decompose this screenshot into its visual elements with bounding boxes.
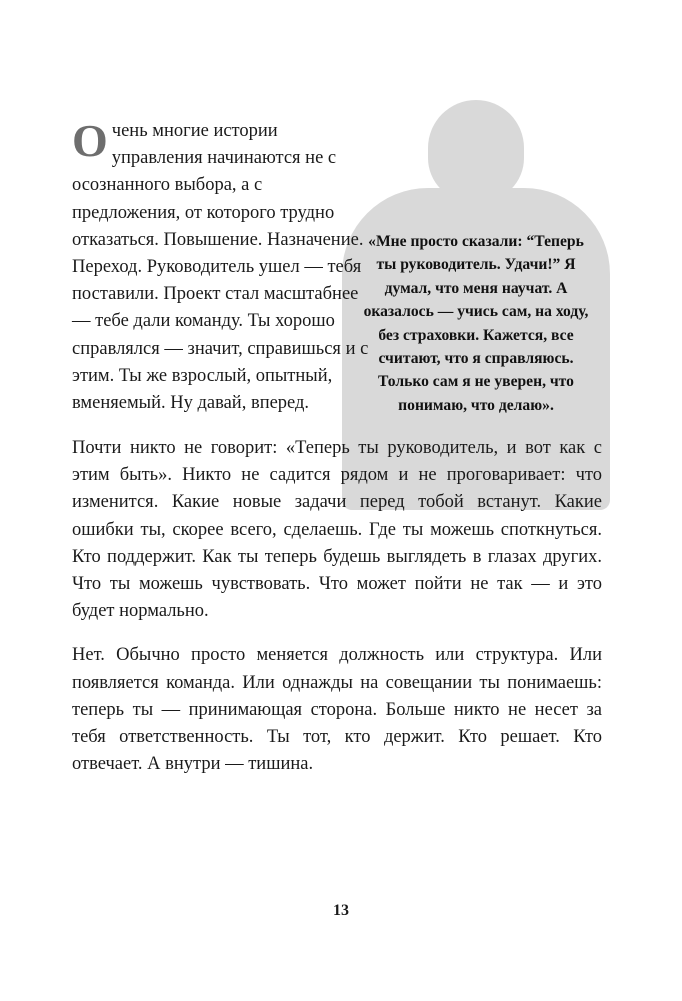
body-paragraph-1: Почти никто не говорит: «Теперь ты руководитель, и вот как с этим быть». Никто не садится рядом и не проговаривает: что изменится. Какие новые задачи перед тобой встанут. Какие ошибки ты, скорее всего, сделаешь. Где ты можешь споткнуться. Кто поддержит. Как ты теперь будешь выглядеть в глазах других. Что ты можешь чувствовать. Что может пойти не так — и это будет нормально. — [72, 438, 602, 622]
intro-paragraph — [72, 115, 372, 417]
page-number: 13 — [333, 902, 349, 919]
page-content — [72, 115, 602, 778]
pullquote-text: «Мне просто сказали: “Теперь ты руководитель. Удачи!” Я думал, что меня научат. А оказалось — учись сам, на ходу, без страховки. Кажется, все считают, что я справляюсь. Только сам я не уверен, что понимаю, что делаю». — [363, 233, 589, 414]
intro-text: чень многие истории управления начинаются не с осознанного выбора, а с предложения, от которого трудно отказаться. Повышение. Назначение. Переход. Руководитель ушел — тебя поставили. Проект стал масштабнее — тебе дали команду. Ты хорошо справлялся — значит, справишься и с этим. Ты же взрослый, опытный, вменяемый. Ну давай, вперед. — [72, 121, 369, 413]
body-paragraph-2: Нет. Обычно просто меняется должность или структура. Или появляется команда. Или однажды на совещании ты понимаешь: теперь ты — принимающая сторона. Больше никто не несет за тебя ответственность. Ты тот, кто держит. Кто решает. Кто отвечает. А внутри — тишина. — [72, 645, 602, 775]
drop-cap: О — [72, 115, 108, 166]
